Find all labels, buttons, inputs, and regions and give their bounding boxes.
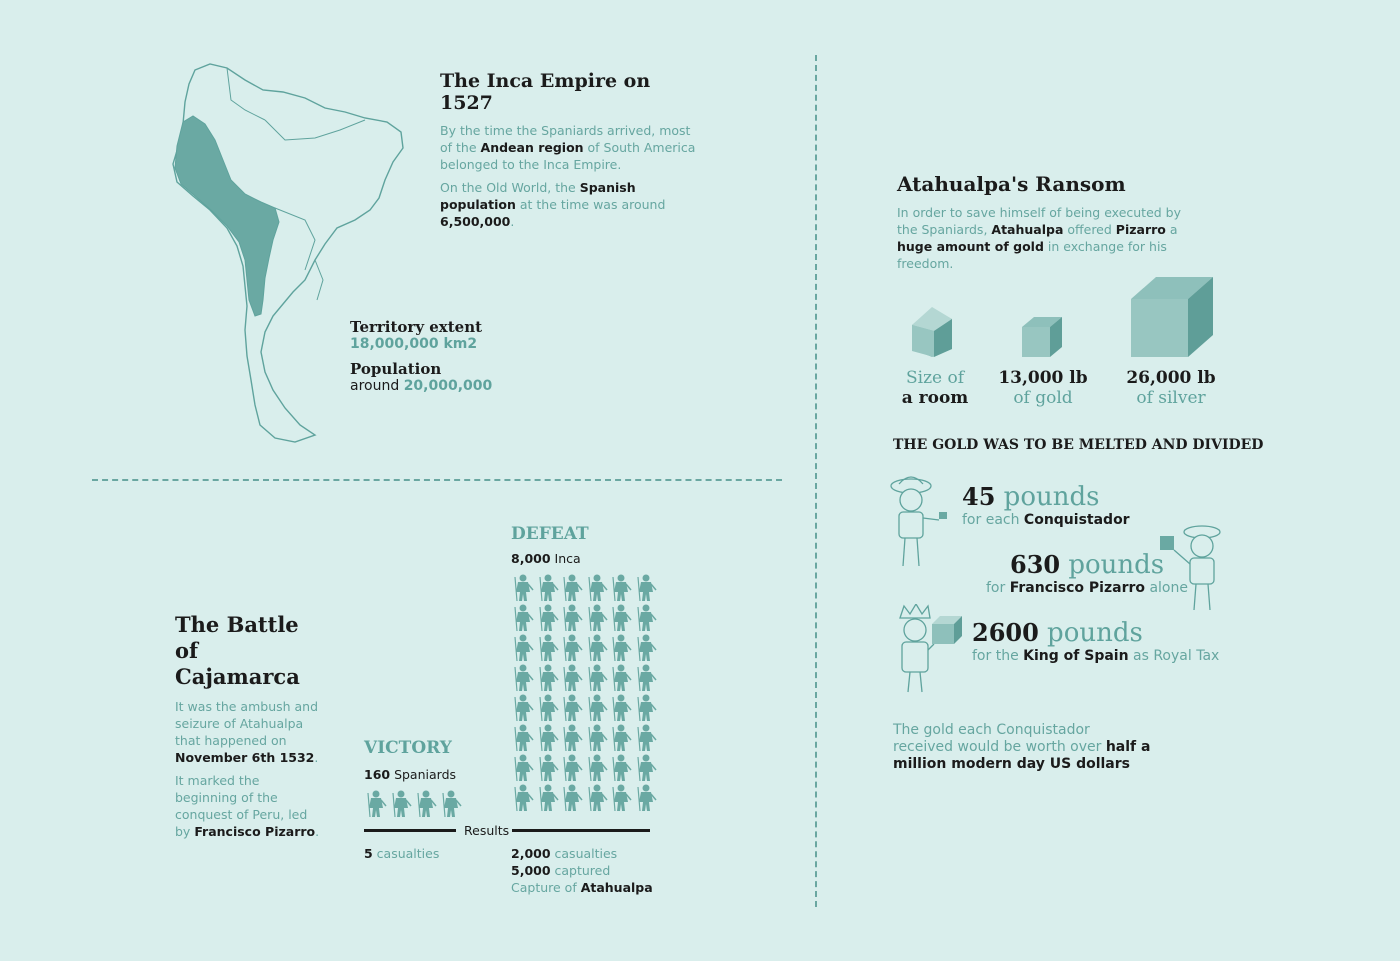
results-label: Results [464,823,510,838]
vertical-divider [815,55,817,907]
inca-warrior-figure-icon [536,723,560,753]
inca-warrior-figure-icon [634,663,658,693]
defeat-captured: 5,000 captured [511,863,611,878]
inca-warrior-figure-icon [609,603,633,633]
defeat-label: DEFEAT [511,524,589,544]
inca-warrior-figure-icon [609,573,633,603]
inca-warrior-figure-icon [585,573,609,603]
victory-count: 160 Spaniards [364,767,457,782]
victory-results-line [364,829,456,832]
ransom-footer: The gold each Conquistador received would be worth over half a million modern day US dollars [893,722,1151,772]
inca-paragraph-1: By the time the Spaniards arrived, most of the Andean region of South America belonged to the Inca Empire. [440,123,696,172]
ransom-title: Atahualpa's Ransom [897,172,1126,196]
inca-warrior-figure-icon [511,633,535,663]
defeat-casualties: 2,000 casualties [511,846,618,861]
share-conquistador: 45 pounds for each Conquistador [962,482,1130,528]
battle-paragraph-1: It was the ambush and seizure of Atahualpa that happened on November 6th 1532. [175,699,319,765]
inca-intro [440,70,700,230]
inca-warrior-figure-icon [560,573,584,603]
inca-warrior-figure-icon [536,693,560,723]
horizontal-divider [92,479,782,481]
share-pizarro: 630 pounds for Francisco Pizarro alone [986,550,1188,596]
inca-warrior-figure-icon [634,783,658,813]
inca-warrior-figure-icon [536,753,560,783]
inca-warrior-figure-icon [634,633,658,663]
victory-label: VICTORY [364,738,452,758]
inca-warrior-figure-icon [536,783,560,813]
population-value-line: around 20,000,000 [350,378,493,394]
inca-warrior-figure-icon [560,783,584,813]
inca-warrior-figure-icon [585,723,609,753]
inca-warrior-figure-icon [609,693,633,723]
inca-warrior-figure-icon [511,603,535,633]
inca-warrior-figure-icon [634,573,658,603]
inca-stats [350,318,492,394]
gold-cube-icon [1018,315,1066,360]
inca-warrior-figure-icon [585,693,609,723]
inca-warrior-figure-icon [585,783,609,813]
inca-warrior-figure-icon [560,663,584,693]
spaniard-figure-icon [439,789,463,819]
victory-figures [364,789,463,819]
defeat-figures [511,573,658,813]
inca-warrior-figure-icon [609,783,633,813]
atahualpa-capture: Capture of Atahualpa [511,880,653,895]
inca-warrior-figure-icon [536,663,560,693]
ransom-intro [897,172,1197,272]
inca-warrior-figure-icon [609,663,633,693]
inca-warrior-figure-icon [536,573,560,603]
inca-warrior-figure-icon [609,723,633,753]
south-america-map [165,60,415,455]
inca-warrior-figure-icon [585,603,609,633]
room-caption: Size of a room [901,368,969,408]
gold-caption: 13,000 lb of gold [998,368,1088,408]
inca-warrior-figure-icon [609,753,633,783]
inca-title: The Inca Empire on 1527 [440,70,651,114]
inca-warrior-figure-icon [634,723,658,753]
inca-warrior-figure-icon [560,723,584,753]
spaniard-figure-icon [364,789,388,819]
inca-warrior-figure-icon [560,693,584,723]
inca-warrior-figure-icon [634,603,658,633]
inca-warrior-figure-icon [634,753,658,783]
inca-warrior-figure-icon [560,753,584,783]
ransom-paragraph: In order to save himself of being executed by the Spaniards, Atahualpa offered Pizarro a huge amount of gold in exchange for his freedom. [897,205,1182,271]
population-label: Population [350,360,442,378]
victory-block [364,738,463,819]
inca-warrior-figure-icon [585,753,609,783]
inca-warrior-figure-icon [609,633,633,663]
inca-warrior-figure-icon [560,603,584,633]
battle-paragraph-2: It marked the beginning of the conquest of Peru, led by Francisco Pizarro. [175,773,320,839]
defeat-results [511,845,653,896]
inca-warrior-figure-icon [511,723,535,753]
king-icon [888,604,968,696]
inca-warrior-figure-icon [634,693,658,723]
defeat-count: 8,000 Inca [511,551,581,566]
defeat-results-line [512,829,650,832]
inca-warrior-figure-icon [511,663,535,693]
defeat-block [511,524,658,813]
divided-heading: THE GOLD WAS TO BE MELTED AND DIVIDED [893,437,1264,453]
silver-cube-icon [1128,275,1216,360]
territory-label: Territory extent [350,318,483,336]
spaniard-figure-icon [389,789,413,819]
spaniard-figure-icon [414,789,438,819]
room-cube-icon [908,305,958,360]
inca-warrior-figure-icon [511,753,535,783]
inca-warrior-figure-icon [511,693,535,723]
share-king: 2600 pounds for the King of Spain as Royal Tax [972,618,1220,664]
inca-warrior-figure-icon [511,783,535,813]
inca-warrior-figure-icon [536,633,560,663]
conquistador-icon [885,472,955,570]
victory-casualties: 5 casualties [364,846,440,861]
inca-paragraph-2: On the Old World, the Spanish population at the time was around 6,500,000. [440,180,666,229]
inca-warrior-figure-icon [560,633,584,663]
inca-warrior-figure-icon [511,573,535,603]
silver-caption: 26,000 lb of silver [1126,368,1216,408]
battle-title: The Battle of Cajamarca [175,612,300,689]
territory-value: 18,000,000 km2 [350,336,478,352]
inca-warrior-figure-icon [585,663,609,693]
inca-warrior-figure-icon [585,633,609,663]
battle-intro [175,612,325,840]
inca-warrior-figure-icon [536,603,560,633]
